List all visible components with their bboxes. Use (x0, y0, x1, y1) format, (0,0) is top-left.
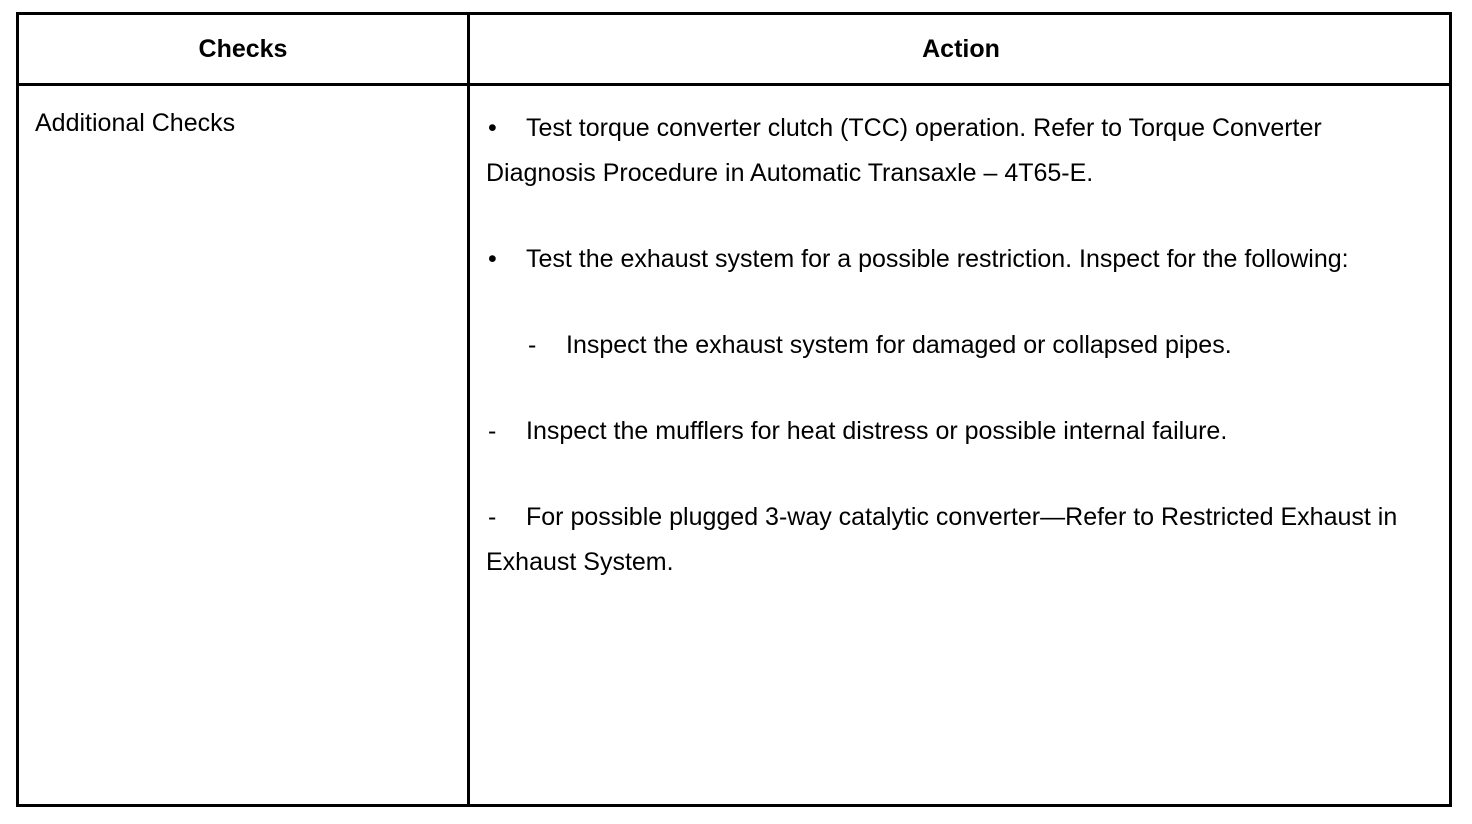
action-text: For possible plugged 3-way catalytic converter—Refer to Restricted Exhaust in Exhaust System. (486, 503, 1398, 576)
bullet-marker: • (488, 114, 497, 142)
check-cell-additional-checks: Additional Checks (35, 109, 236, 137)
action-subitem-catalytic-converter (486, 495, 1406, 585)
action-subitem-pipes (486, 323, 1406, 368)
dash-marker: - (488, 417, 497, 445)
action-text: Inspect the exhaust system for damaged or collapsed pipes. (566, 331, 1232, 359)
checks-action-table (16, 12, 1452, 807)
column-divider (467, 15, 470, 804)
action-item-test-exhaust (486, 237, 1406, 282)
action-item-test-tcc (486, 106, 1406, 196)
header-checks: Checks (198, 34, 288, 63)
action-text: Inspect the mufflers for heat distress or possible internal failure. (526, 417, 1228, 445)
action-text: Test torque converter clutch (TCC) operation. Refer to Torque Converter Diagnosis Procedure in Automatic Transaxle – 4T65-E. (486, 114, 1322, 187)
header-divider (19, 83, 1449, 86)
action-cell (486, 106, 1406, 626)
dash-marker: - (528, 331, 537, 359)
action-text: Test the exhaust system for a possible restriction. Inspect for the following: (526, 245, 1349, 273)
action-subitem-mufflers (486, 409, 1406, 454)
header-action: Action (922, 34, 1000, 63)
bullet-marker: • (488, 245, 497, 273)
dash-marker: - (488, 503, 497, 531)
